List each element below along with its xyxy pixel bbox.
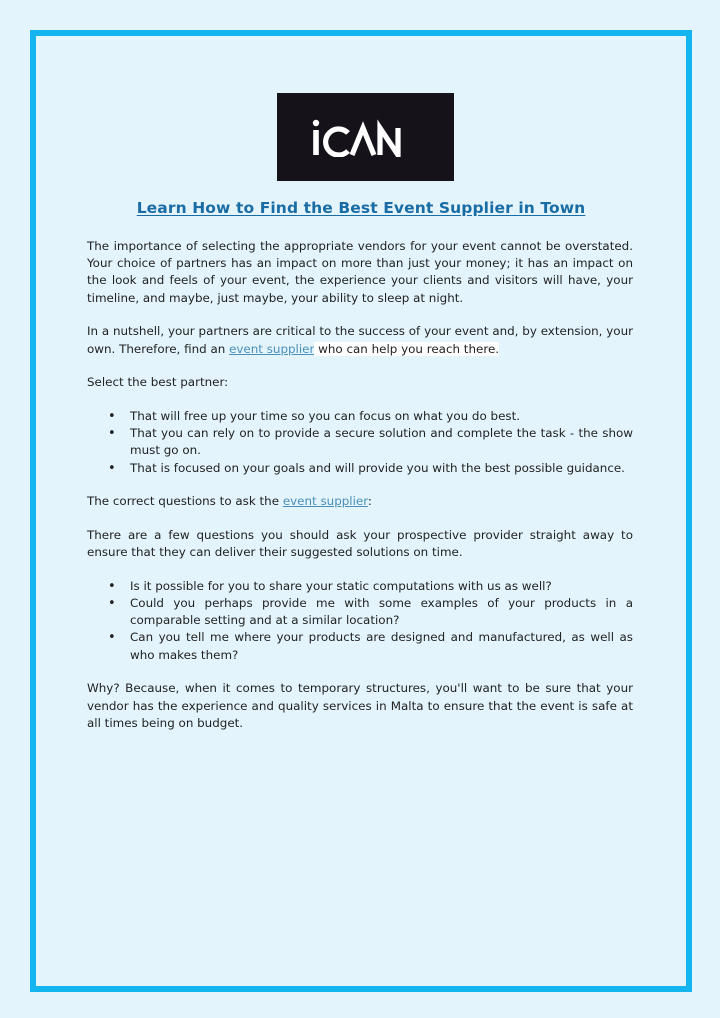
list-item: • Is it possible for you to share your static computations with us as well? — [130, 578, 633, 595]
nutshell-text: In a nutshell, your partners are critical to the success of your event and, by extension, your own. Therefore, find an — [87, 324, 633, 356]
article-body — [87, 238, 633, 748]
questions-heading — [87, 493, 633, 510]
question-list — [87, 578, 633, 664]
intro-paragraph: The importance of selecting the appropriate vendors for your event cannot be overstated. Your choice of partners has an impact on more than just your money; it has an impact on the look and feels of your event, the experience your clients and visitors will have, your timeline, and maybe, just maybe, your ability to sleep at night. — [87, 239, 633, 305]
event-supplier-link-2[interactable]: event supplier — [282, 494, 368, 509]
list-item: • That is focused on your goals and will provide you with the best possible guidance. — [130, 460, 633, 477]
nutshell-paragraph — [87, 323, 633, 357]
closing-paragraph: Why? Because, when it comes to temporary structures, you'll want to be sure that your vendor has the experience and quality services in Malta to ensure that the event is safe at all times being on budget. — [87, 681, 633, 730]
questions-heading-text: The correct questions to ask the — [87, 494, 283, 509]
page-title: Learn How to Find the Best Event Supplier in Town — [136, 199, 586, 217]
list-item: • Can you tell me where your products are designed and manufactured, as well as who makes them? — [130, 629, 633, 663]
questions-heading-colon: : — [367, 494, 372, 509]
ican-logo — [277, 93, 454, 181]
list-item: • That will free up your time so you can focus on what you do best. — [130, 408, 633, 425]
list-item: • Could you perhaps provide me with some examples of your products in a comparable setting and at a similar location? — [130, 595, 633, 629]
event-supplier-link[interactable]: event supplier — [229, 341, 315, 356]
partner-list — [87, 408, 633, 477]
nutshell-tail: who can help you reach there. — [314, 341, 500, 356]
list-item: • That you can rely on to provide a secure solution and complete the task - the show must go on. — [130, 425, 633, 459]
document-page — [30, 30, 692, 992]
select-heading: Select the best partner: — [87, 375, 229, 390]
questions-intro: There are a few questions you should ask your prospective provider straight away to ensure that they can deliver their suggested solutions on time. — [87, 527, 633, 560]
ican-logo-mark — [310, 117, 422, 157]
